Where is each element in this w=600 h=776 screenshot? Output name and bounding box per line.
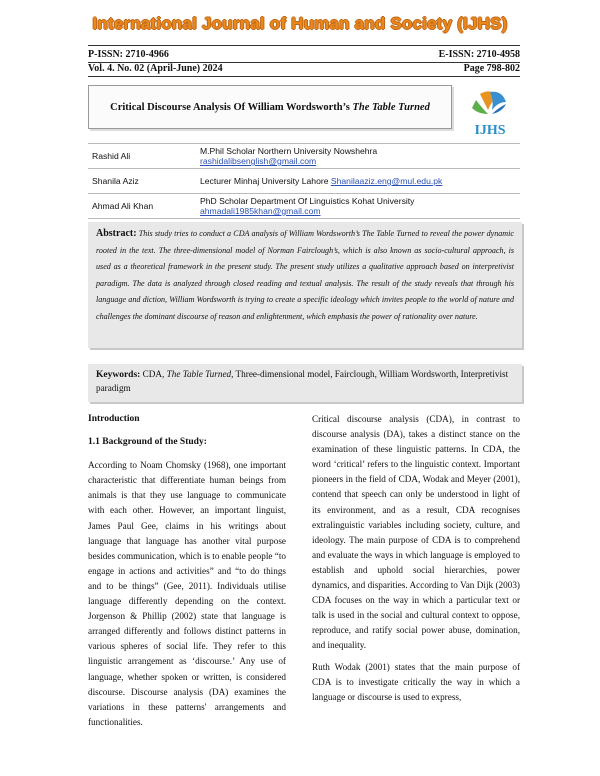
header-rule-bottom: [88, 76, 520, 77]
authors-table: [88, 143, 520, 219]
ijhs-logo: [462, 86, 518, 144]
author-row: [88, 194, 520, 219]
page-range: Page 798-802: [463, 63, 520, 74]
author-name: Rashid Ali: [88, 144, 196, 169]
keywords-label: Keywords:: [96, 370, 141, 380]
author-details: [196, 169, 520, 194]
abstract-text: This study tries to conduct a CDA analysis of William Wordsworth’s The Table Turned to reveal the power dynamic rooted in the text. The three-dimensional model of Norman Fairclough’s, which is also known as socio-cultural approach, is used as a theoretical framework in the present study. The present study utilizes a qualitative approach based on interpretivist paradigm. The data is analyzed through closed reading and textual analysis. The result of the study reveals that through his language and diction, William Wordsworth is trying to create a specific ideology which invites people to the world of nature and challenges the dominant discourse of reason and enlightenment, which emphasis the power of rationality over nature.: [96, 229, 514, 321]
author-name: Ahmad Ali Khan: [88, 194, 196, 219]
logo-text: IJHS: [474, 123, 506, 138]
right-column: [312, 412, 520, 711]
author-email-link[interactable]: Shanilaaziz.eng@mul.edu.pk: [330, 176, 443, 186]
author-details: [196, 194, 520, 219]
abstract-label: Abstract:: [96, 228, 137, 239]
body-paragraph: Ruth Wodak (2001) states that the main purpose of CDA is to investigate critically the way in which a language or discourse is used to express,: [312, 661, 520, 702]
eissn: E-ISSN: 2710-4958: [438, 49, 520, 60]
body-paragraph: According to Noam Chomsky (1968), one important characteristic that differentiate human beings from animals is that they use language to communicate with each other. However, an important linguist, James Paul Gee, claims in his writings about language that language has another vital purpose besides communication, which is to enable people “to engage in actions and activities” and “to do things and to be things” (Gee, 2011). Individuals utilise language differently depending on the context. Jorgenson & Phillip (2002) state that language is arranged differently and follows distinct patterns in various spheres of social life. They refer to this linguistic arrangement as ‘discourse.’ Any use of language, whether spoken or written, is considered discourse. Discourse analysis (DA) examines the variations in these patterns' arrangements and functionalities.: [88, 460, 286, 727]
abstract-box: [88, 222, 522, 348]
pissn: P-ISSN: 2710-4966: [88, 49, 169, 60]
article-title: Critical Discourse Analysis Of William Wordsworth’s The Table Turned: [110, 101, 430, 113]
volume: Vol. 4. No. 02 (April-June) 2024: [88, 63, 223, 74]
background-heading: 1.1 Background of the Study:: [88, 437, 207, 448]
volume-row: [88, 63, 520, 74]
author-details: [196, 144, 520, 169]
author-affiliation: M.Phil Scholar Northern University Nowshehra: [200, 146, 378, 156]
author-email-link[interactable]: ahmadali1985khan@gmail.com: [200, 206, 321, 216]
author-affiliation: Lecturer Minhaj University Lahore: [200, 176, 331, 186]
keywords-box: Keywords: CDA, The Table Turned, Three-dimensional model, Fairclough, William Wordsworth, Interpretivist paradigm: [88, 364, 522, 402]
left-column: [88, 412, 286, 736]
article-title-box: [88, 85, 452, 129]
author-name: Shanila Aziz: [88, 169, 196, 194]
issn-row: [88, 49, 520, 60]
introduction-heading: Introduction: [88, 414, 140, 424]
body-paragraph: Critical discourse analysis (CDA), in contrast to discourse analysis (DA), takes a distinct stance on the examination of these linguistic patterns. In CDA, the word ‘critical’ refers to the linguistic context. Important pioneers in the field of CDA, Wodak and Meyer (2001), contend that speech can only be understood in light of its environment, and as a result, CDA recognises extralinguistic variables including society, culture, and ideology. The main purpose of CDA is to comprehend and evaluate the ways in which language is employed to establish and uphold social hierarchies, power dynamics, and disparities. According to Van Dijk (2003) CDA focuses on the way in which a particular text or talk is used in the social and cultural context to oppose, reproduce, and ratify social power abuse, domination, and inequality.: [312, 414, 520, 651]
author-email-link[interactable]: rashidalibsenglish@gmail.com: [200, 156, 317, 166]
journal-title: International Journal of Human and Society (IJHS): [92, 14, 508, 33]
header-rule-top: [88, 45, 520, 46]
author-affiliation: PhD Scholar Department Of Linguistics Kohat University: [200, 196, 415, 206]
author-row: [88, 169, 520, 194]
author-row: [88, 144, 520, 169]
